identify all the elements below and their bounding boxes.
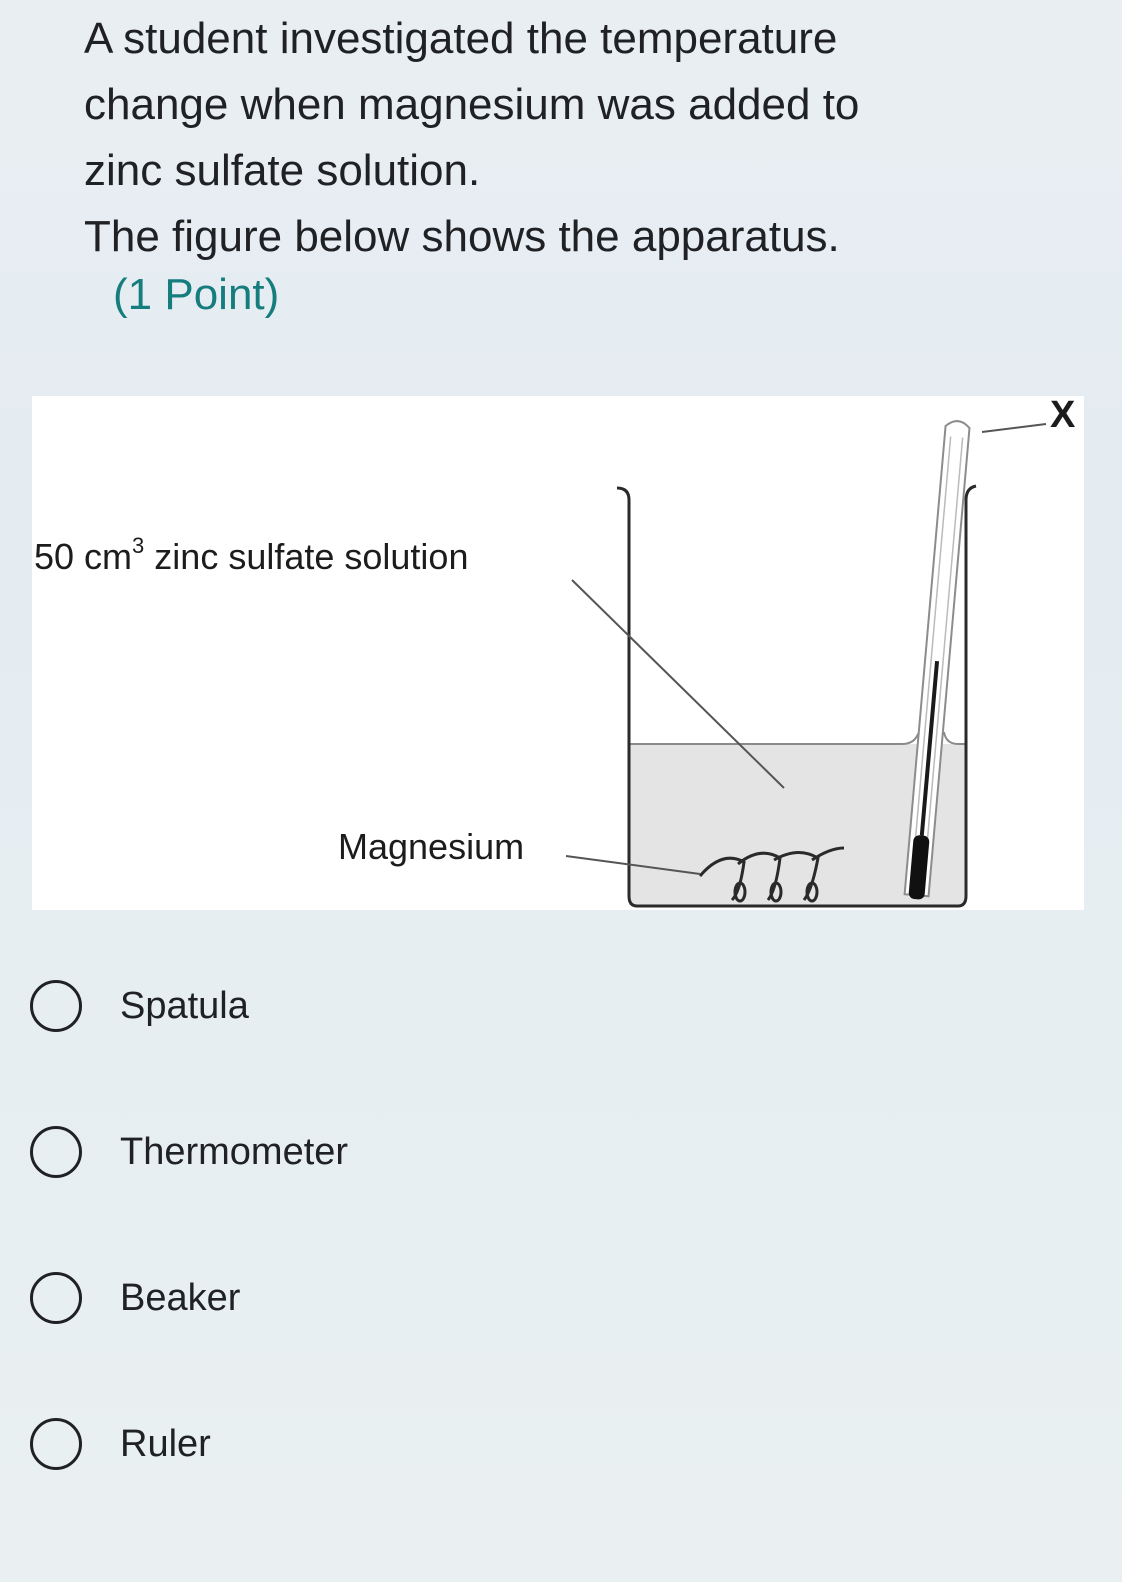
label-x: X — [1050, 396, 1076, 436]
label-solution-suffix: zinc sulfate solution — [144, 536, 469, 577]
radio-button[interactable] — [30, 1272, 82, 1324]
question-line: A student investigated the temperature — [84, 14, 838, 63]
leader-x — [982, 424, 1046, 432]
option-label[interactable]: Ruler — [120, 1423, 211, 1465]
option-thermometer[interactable] — [30, 1116, 1090, 1262]
label-zinc-sulfate-solution — [34, 533, 469, 578]
option-ruler[interactable] — [30, 1408, 1090, 1554]
radio-button[interactable] — [30, 1126, 82, 1178]
label-magnesium: Magnesium — [338, 826, 525, 867]
apparatus-diagram — [32, 396, 1084, 910]
answer-options — [30, 970, 1090, 1554]
solution-surface — [629, 732, 966, 744]
question-text — [84, 6, 1084, 270]
points-label: (1 Point) — [113, 270, 280, 319]
option-beaker[interactable] — [30, 1262, 1090, 1408]
option-label[interactable]: Spatula — [120, 985, 249, 1027]
question-line: The figure below shows the apparatus. — [84, 212, 840, 261]
option-label[interactable]: Thermometer — [120, 1131, 349, 1173]
option-label[interactable]: Beaker — [120, 1277, 241, 1319]
radio-button[interactable] — [30, 980, 82, 1032]
label-solution-superscript: 3 — [132, 533, 145, 558]
option-spatula[interactable] — [30, 970, 1090, 1116]
apparatus-figure — [32, 396, 1084, 910]
label-solution-prefix: 50 cm — [34, 536, 133, 577]
question-line: zinc sulfate solution. — [84, 146, 481, 195]
radio-button[interactable] — [30, 1418, 82, 1470]
question-line: change when magnesium was added to — [84, 80, 860, 129]
